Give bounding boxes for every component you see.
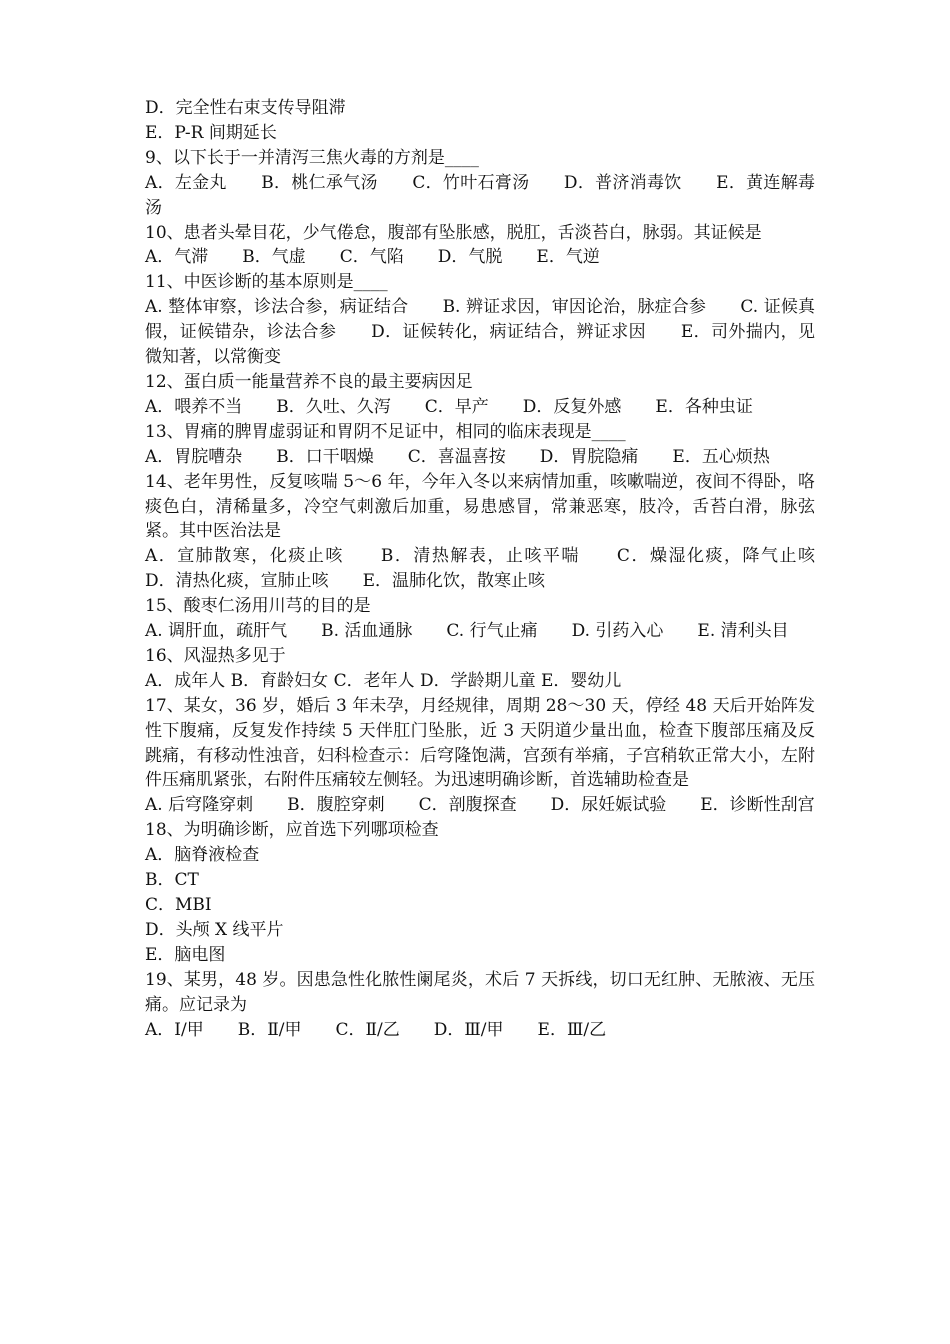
options-17: A. 后穹隆穿刺 B．腹腔穿刺 C．剖腹探查 D．尿妊娠试验 E．诊断性刮宫 xyxy=(145,795,815,816)
question-12: 12、蛋白质一能量营养不良的最主要病因足 xyxy=(145,371,473,392)
option-line: D．完全性右束支传导阻滞 xyxy=(145,98,346,118)
options-19: A．Ⅰ/甲 B．Ⅱ/甲 C．Ⅱ/乙 D．Ⅲ/甲 E．Ⅲ/乙 xyxy=(145,1019,607,1040)
options-14: A．宣肺散寒，化痰止咳 B．清热解表，止咳平喘 C．燥湿化痰，降气止咳 D．清热化痰，宣肺止咳 E．温肺化饮，散寒止咳 xyxy=(145,546,849,592)
question-14: 14、老年男性，反复咳喘 5～6 年，今年入冬以来病情加重，咳嗽喘逆，夜间不得卧，咯痰色白，清稀量多，冷空气刺激后加重，易患感冒，常兼恶寒，肢冷，舌苔白滑，脉弦紧。其中医治法是 xyxy=(145,471,815,542)
question-19: 19、某男，48 岁。因患急性化脓性阑尾炎，术后 7 天拆线，切口无红肿、无脓液、无压痛。应记录为 xyxy=(145,969,815,1015)
document-page xyxy=(145,96,849,1042)
option-line: D．头颅 X 线平片 xyxy=(145,919,284,940)
option-line: C．MBI xyxy=(145,895,212,915)
question-18: 18、为明确诊断，应首选下列哪项检查 xyxy=(145,820,439,841)
options-11: A. 整体审察，诊法合参，病证结合 B. 辨证求因，审因论治，脉症合参 C. 证候真假，证候错杂，诊法合参 D．证候转化，病证结合，辨证求因 E．司外揣内，见微知著，以常衡变 xyxy=(145,297,815,368)
options-15: A. 调肝血，疏肝气 B. 活血通脉 C. 行气止痛 D. 引药入心 E. 清利头目 xyxy=(145,621,789,642)
question-9: 9、以下长于一并清泻三焦火毒的方剂是____ xyxy=(145,147,479,168)
options-10: A．气滞 B．气虚 C．气陷 D．气脱 E．气逆 xyxy=(145,247,600,268)
option-line: B．CT xyxy=(145,870,199,891)
options-12: A．喂养不当 B．久吐、久泻 C．早产 D．反复外感 E．各种虫证 xyxy=(145,396,753,417)
option-line: A．脑脊液检查 xyxy=(145,845,260,866)
options-13: A．胃脘嘈杂 B．口干咽燥 C．喜温喜按 D．胃脘隐痛 E．五心烦热 xyxy=(145,446,770,467)
question-13: 13、胃痛的脾胃虚弱证和胃阴不足证中，相同的临床表现是____ xyxy=(145,421,626,442)
option-line: E．P-R 间期延长 xyxy=(145,122,277,143)
option-line: E．脑电图 xyxy=(145,944,226,965)
question-17: 17、某女，36 岁，婚后 3 年未孕，月经规律，周期 28～30 天，停经 48 天后开始阵发性下腹痛，反复发作持续 5 天伴肛门坠胀，近 3 天阴道少量出血，检查下腹部压痛及反跳痛，有移动性浊音，妇科检查示：后穹隆饱满，宫颈有举痛，子宫稍软正常大小，左附件压痛肌紧张，右附件压痛较左侧轻。为迅速明确诊断，首选辅助检查是 xyxy=(145,695,815,791)
question-15: 15、酸枣仁汤用川芎的目的是 xyxy=(145,596,371,617)
options-9: A．左金丸 B．桃仁承气汤 C．竹叶石膏汤 D．普济消毒饮 E．黄连解毒汤 xyxy=(145,172,815,218)
question-10: 10、患者头晕目花，少气倦怠，腹部有坠胀感，脱肛，舌淡苔白，脉弱。其证候是 xyxy=(145,222,762,243)
options-16: A．成年人 B．育龄妇女 C．老年人 D．学龄期儿童 E．婴幼儿 xyxy=(145,670,622,691)
question-16: 16、风湿热多见于 xyxy=(145,645,286,666)
question-11: 11、中医诊断的基本原则是____ xyxy=(145,272,388,293)
